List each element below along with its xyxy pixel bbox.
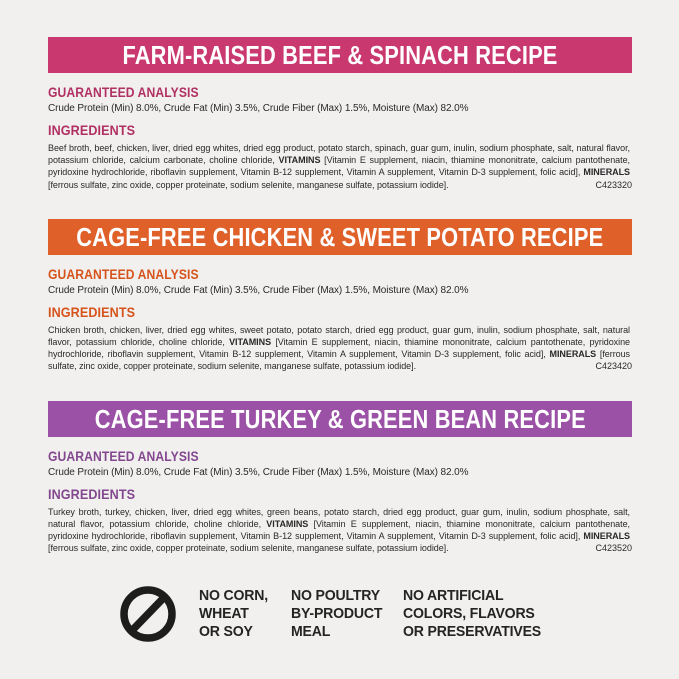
vitamins-label: VITAMINS — [278, 155, 321, 166]
guaranteed-analysis-heading: GUARANTEED ANALYSIS — [48, 85, 199, 100]
ingredients-text — [48, 142, 632, 191]
ingredients-part2: [Vitamin E supplement, niacin, thiamine mononitrate, calcium pantothenate, pyridoxine hydrochloride, riboflavin supplement, Vitamin B-12 supplement, Vitamin A supplement, Vitamin D-3 supplement, folic acid], — [48, 518, 630, 542]
recipe-banner — [48, 219, 632, 255]
guaranteed-analysis-values: Crude Protein (Min) 8.0%, Crude Fat (Min) 3.5%, Crude Fiber (Max) 1.5%, Moisture (Max) 82.0% — [48, 103, 469, 114]
minerals-label: MINERALS — [549, 349, 597, 360]
badge-line: WHEAT — [199, 605, 249, 623]
badge-line: OR SOY — [199, 623, 253, 641]
ingredients-part1: Beef broth, beef, chicken, liver, dried egg whites, dried egg product, potato starch, spinach, guar gum, inulin, sodium phosphate, salt, natural flavor, potassium chloride, calcium carbonate, choline chloride, — [48, 143, 630, 166]
recipe-title: CAGE-FREE CHICKEN & SWEET POTATO RECIPE — [76, 221, 604, 252]
minerals-label: MINERALS — [583, 531, 630, 542]
ingredients-heading: INGREDIENTS — [48, 485, 136, 502]
badge-line: BY-PRODUCT — [291, 605, 383, 623]
product-code: C423420 — [589, 360, 632, 372]
badge-no-poultry-byproduct — [291, 582, 396, 641]
badge-line: COLORS, FLAVORS — [403, 605, 535, 623]
no-prohibition-icon — [119, 582, 177, 651]
ingredients-part3: [ferrous sulfate, zinc oxide, copper proteinate, sodium selenite, manganese sulfate, potassium iodide]. — [48, 179, 449, 190]
ingredients-part1: Chicken broth, chicken, liver, dried egg whites, sweet potato, potato starch, dried egg product, guar gum, inulin, sodium phosphate, salt, natural flavor, potassium chloride, choline chloride, — [48, 324, 630, 348]
badge-no-corn-wheat-soy — [199, 582, 285, 641]
guaranteed-analysis-values: Crude Protein (Min) 8.0%, Crude Fat (Min) 3.5%, Crude Fiber (Max) 1.5%, Moisture (Max) 82.0% — [48, 466, 469, 478]
ingredients-text — [48, 324, 632, 373]
ingredients-part3: [ferrous sulfate, zinc oxide, copper proteinate, sodium selenite, manganese sulfate, potassium iodide]. — [48, 543, 449, 554]
ingredients-heading: INGREDIENTS — [48, 303, 136, 320]
ingredients-part3: [ferrous sulfate, zinc oxide, copper proteinate, sodium selenite, manganese sulfate, potassium iodide]. — [48, 349, 630, 372]
guaranteed-analysis-heading: GUARANTEED ANALYSIS — [48, 448, 199, 464]
badge-no-artificial — [403, 582, 572, 641]
ingredients-part2: [Vitamin E supplement, niacin, thiamine mononitrate, calcium pantothenate, pyridoxine hydrochloride, riboflavin supplement, Vitamin B-12 supplement, Vitamin A supplement, Vitamin D-3 supplement, folic acid], — [48, 337, 630, 360]
minerals-label: MINERALS — [583, 167, 630, 178]
recipe-banner — [48, 401, 632, 437]
ingredients-part1: Turkey broth, turkey, chicken, liver, dried egg whites, green beans, potato starch, dried egg product, guar gum, inulin, sodium phosphate, salt, natural flavor, potassium chloride, choline chloride, — [48, 506, 630, 529]
no-claims-row — [48, 582, 632, 651]
recipe-section-turkey-green-bean — [48, 401, 632, 555]
recipe-section-beef-spinach — [48, 37, 632, 191]
badge-line: NO POULTRY — [291, 587, 380, 605]
guaranteed-analysis-values: Crude Protein (Min) 8.0%, Crude Fat (Min) 3.5%, Crude Fiber (Max) 1.5%, Moisture (Max) 82.0% — [48, 284, 469, 296]
ingredients-text — [48, 506, 632, 555]
recipe-title: FARM-RAISED BEEF & SPINACH RECIPE — [122, 40, 558, 70]
badge-line: OR PRESERVATIVES — [403, 623, 542, 641]
product-code: C423320 — [589, 179, 632, 191]
ingredients-part2: [Vitamin E supplement, niacin, thiamine mononitrate, calcium pantothenate, pyridoxine hydrochloride, riboflavin supplement, Vitamin B-12 supplement, Vitamin A supplement, Vitamin D-3 supplement, folic acid], — [48, 155, 630, 178]
badge-line: NO CORN, — [199, 587, 269, 605]
vitamins-label: VITAMINS — [229, 337, 272, 348]
guaranteed-analysis-heading: GUARANTEED ANALYSIS — [48, 266, 199, 282]
vitamins-label: VITAMINS — [266, 518, 309, 529]
ingredients-heading: INGREDIENTS — [48, 122, 136, 138]
recipe-section-chicken-sweet-potato — [48, 219, 632, 373]
recipe-banner — [48, 37, 632, 73]
badge-line: MEAL — [291, 623, 331, 641]
product-code: C423520 — [589, 542, 632, 554]
recipe-title: CAGE-FREE TURKEY & GREEN BEAN RECIPE — [94, 403, 586, 434]
badge-line: NO ARTIFICIAL — [403, 587, 504, 605]
